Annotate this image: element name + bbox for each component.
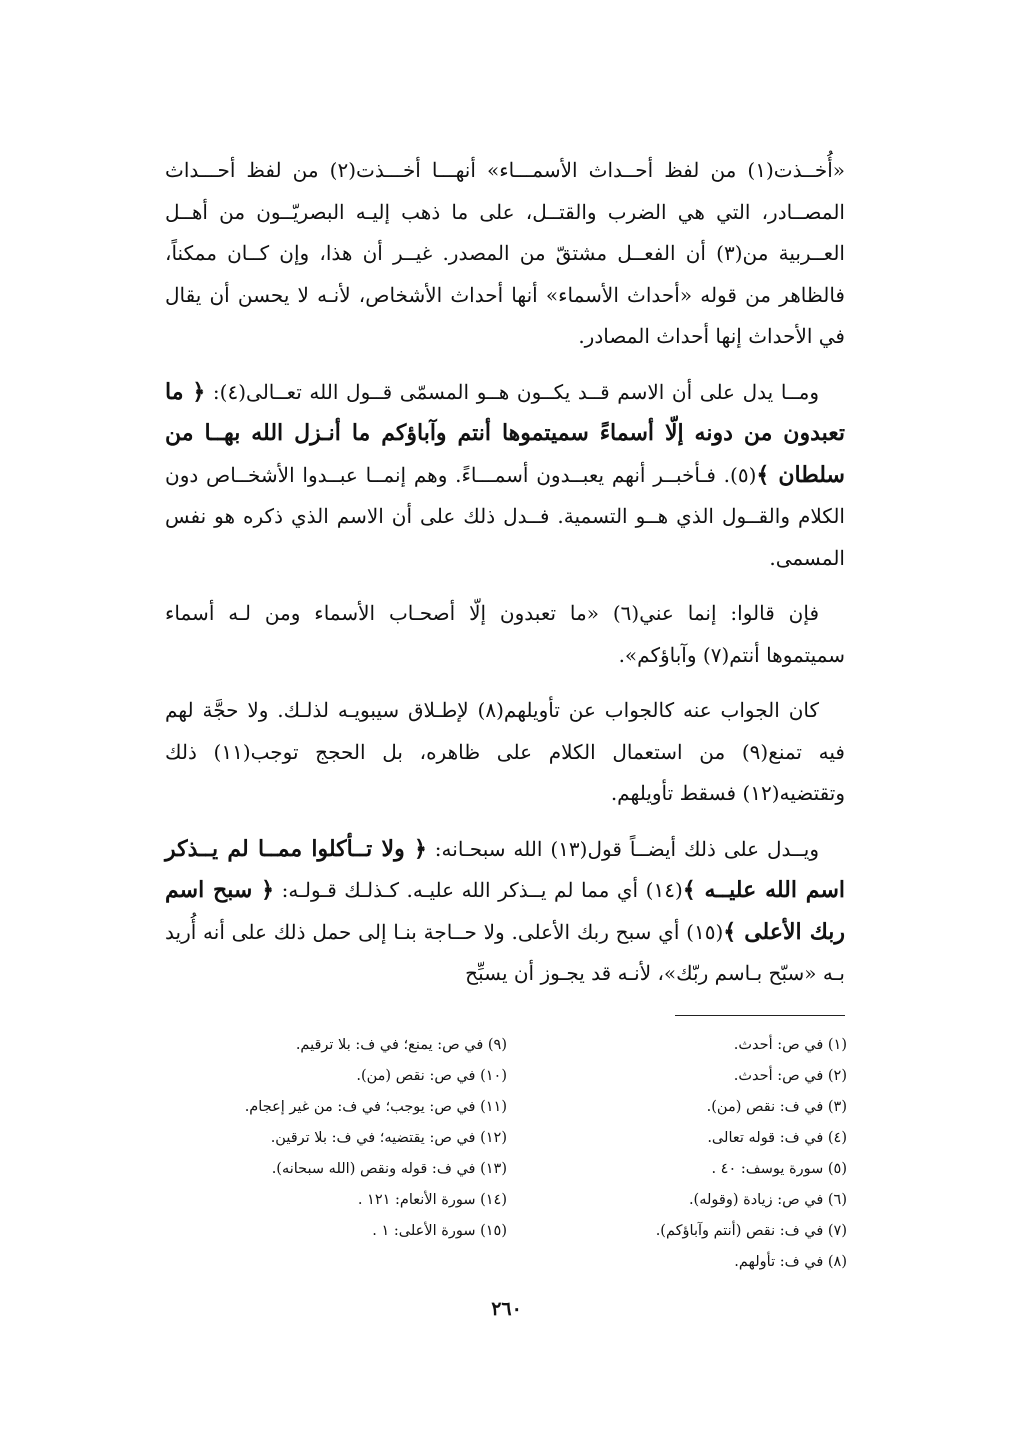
quran-quote-ala: ﴿ سبح اسم ربك الأعلى ﴾ xyxy=(165,877,845,945)
paragraph-5-end: (١٥) أي سبح ربك الأعلى. ولا حــاجة بنـا إلى حمل ذلك على أنه أُريد بـه «سبّح بـاسم ربّك»، لأنـه قد يجـوز أن يسبِّح xyxy=(165,919,845,985)
footnote-divider xyxy=(675,1015,845,1016)
paragraph-3: فإن قالوا: إنما عني(٦) «ما تعبدون إلّا أصحـاب الأسماء ومن لـه أسماء سميتموها أنتم(٧) وآباؤكم». xyxy=(165,601,845,667)
footnote-item: (٥) سورة يوسف: ٤٠ . xyxy=(711,1161,847,1177)
paragraph-5-mid: (١٤) أي مما لم يــذكر الله عليـه. كـذلـك قـولـه: xyxy=(274,878,683,902)
paragraph-2-rest: (٥). فـأخبــر أنهم يعبــدون أسمـــاءً. وهم إنمــا عبــدوا الأشخــاص دون الكلام والقــول الذي هــو التسمية. فــدل ذلك على أن الاسم الذي ذكره هو نفس المسمى. xyxy=(165,462,845,570)
footnote-item: (٩) في ص: يمنع؛ في ف: بلا ترقيم. xyxy=(295,1037,507,1053)
footnote-item: (١) في ص: أحدث. xyxy=(733,1037,847,1053)
footnotes xyxy=(157,1030,847,1278)
page-number: ٢٦٠ xyxy=(491,1298,522,1320)
footnote-item: (٤) في ف: قوله تعالى. xyxy=(707,1130,847,1146)
quran-quote-yusuf: ﴿ ما تعبدون من دونه إلّا أسماءً سميتموها أنتم وآباؤكم ما أنـزل الله بهــا من سلطان ﴾ xyxy=(165,378,845,488)
paragraph-4: كان الجواب عنه كالجواب عن تأويلهم(٨) لإطـلاق سيبويـه لذلـك. ولا حجَّة لهم فيه تمنع(٩) من استعمال الكلام على ظاهره، بل الحجج توجب(١١) ذلك وتقتضيه(١٢) فسقط تأويلهم. xyxy=(165,698,845,805)
footnote-item: (١٣) في ف: قوله ونقص (الله سبحانه). xyxy=(271,1161,507,1177)
footnote-item: (٧) في ف: نقص (أنتم وآباؤكم). xyxy=(655,1223,847,1239)
footnote-item: (١٤) سورة الأنعام: ١٢١ . xyxy=(357,1192,507,1208)
paragraph-2 xyxy=(165,372,845,580)
footnotes-column-left xyxy=(157,1030,507,1278)
quran-quote-anam: ﴿ ولا تــأكلوا ممــا لم يــذكر اسم الله عليــه ﴾ xyxy=(165,835,845,903)
main-text xyxy=(165,150,845,1009)
footnote-item: (٦) في ص: زيادة (وقوله). xyxy=(688,1192,847,1208)
footnote-item: (٨) في ف: تأولهم. xyxy=(734,1254,847,1270)
footnote-item: (٣) في ف: نقص (من). xyxy=(706,1099,847,1115)
footnote-item: (١٥) سورة الأعلى: ١ . xyxy=(372,1223,507,1239)
paragraph-2-intro: ومــا يدل على أن الاسم قــد يكــون هــو المسمّى قــول الله تعــالى(٤): xyxy=(212,379,820,404)
footnote-item: (١١) في ص: يوجب؛ في ف: من غير إعجام. xyxy=(244,1099,507,1115)
footnote-item: (١٢) في ص: يقتضيه؛ في ف: بلا ترقين. xyxy=(270,1130,507,1146)
footnotes-column-right xyxy=(507,1030,847,1278)
footnote-item: (١٠) في ص: نقص (من). xyxy=(356,1068,507,1084)
paragraph-5 xyxy=(165,829,845,995)
paragraph-1: «أُخــذت(١) من لفظ أحــداث الأسمـــاء» أنهـــا أخـــذت(٢) من لفظ أحـــداث المصــادر، التي هي الضرب والقتــل، على ما ذهب إليـه البصريّــون من أهــل العــربية من(٣) أن الفعــل مشتقّ من المصدر. غيــر أن هذا، وإن كــان ممكناً، فالظاهر من قوله «أحداث الأسماء» أنها أحداث الأشخاص، لأنـه لا يحسن أن يقال في الأحداث إنها أحداث المصادر. xyxy=(165,158,846,348)
paragraph-5-intro: ويــدل على ذلك أيضــاً قول(١٣) الله سبحـانه: xyxy=(426,836,819,861)
footnote-item: (٢) في ص: أحدث. xyxy=(733,1068,847,1084)
